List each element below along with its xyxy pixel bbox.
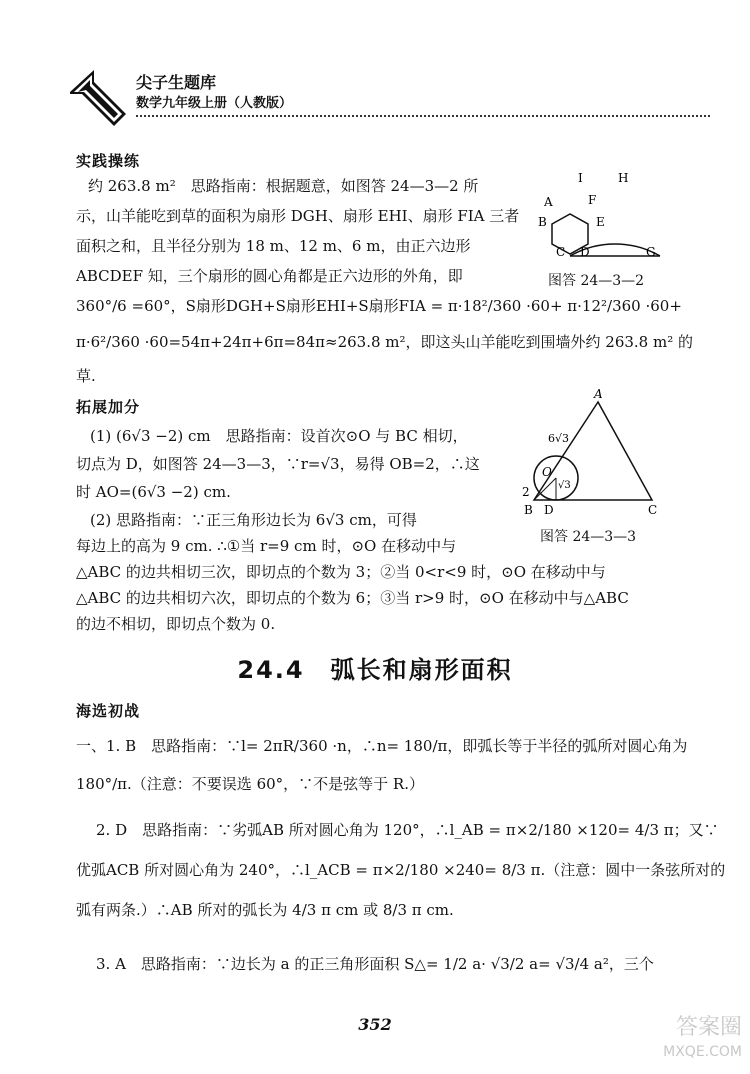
text-line: 每边上的高为 9 cm. ∴①当 r=9 cm 时，⊙O 在移动中与 <box>76 537 457 555</box>
fig1-label: B <box>538 215 547 229</box>
text-line: 180°/π.（注意：不要误选 60°，∵不是弦等于 R.） <box>76 775 424 793</box>
watermark-url: MXQE.COM <box>663 1044 742 1060</box>
section-primary: 海选初战 <box>76 702 141 720</box>
fig1-label: A <box>544 195 553 209</box>
header-arrow-logo <box>62 62 132 132</box>
figure-triangle-circle <box>518 388 668 518</box>
text-line: 优弧ACB 所对圆心角为 240°，∴l_ACB = π×2/180 ×240= 8/3 π.（注意：圆中一条弦所对的 <box>76 861 726 879</box>
text-line: 约 263.8 m² 思路指南：根据题意，如图答 24—3—2 所 <box>88 177 479 195</box>
text-line: 时 AO=(6√3 −2) cm. <box>76 483 231 501</box>
text-line: (2) 思路指南：∵正三角形边长为 6√3 cm，可得 <box>90 511 417 529</box>
figure-hexagon-sectors <box>536 168 666 268</box>
text-line: △ABC 的边共相切三次，即切点的个数为 3；②当 0<r<9 时，⊙O 在移动中与 <box>76 563 606 581</box>
fig2-label: √3 <box>558 480 571 491</box>
text-line: 的边不相切，即切点个数为 0. <box>76 615 276 633</box>
fig2-label: D <box>544 503 554 517</box>
fig1-label: H <box>618 171 629 185</box>
fig2-label: A <box>594 388 603 401</box>
watermark <box>663 1016 742 1064</box>
text-line: 360°/6 =60°，S扇形DGH+S扇形EHI+S扇形FIA = π·18²/360 ·60+ π·12²/360 ·60+ <box>76 297 682 315</box>
fig1-label: E <box>596 215 605 229</box>
fig2-label: C <box>648 503 658 517</box>
text-line: △ABC 的边共相切六次，即切点的个数为 6；③当 r>9 时，⊙O 在移动中与△ABC <box>76 589 629 607</box>
page-number: 352 <box>358 1015 392 1034</box>
text-line: 面积之和，且半径分别为 18 m、12 m、6 m，由正六边形 <box>76 237 471 255</box>
text-line: 示，山羊能吃到草的面积为扇形 DGH、扇形 EHI、扇形 FIA 三者 <box>76 207 520 225</box>
text-line: π·6²/360 ·60=54π+24π+6π=84π≈263.8 m²，即这头山羊能吃到围墙外约 263.8 m² 的 <box>76 333 694 351</box>
fig2-label: B <box>524 503 533 517</box>
figure-caption: 图答 24—3—2 <box>548 273 645 289</box>
fig1-label: G <box>646 245 656 259</box>
text-line: 一、1. B 思路指南：∵l= 2πR/360 ·n，∴n= 180/π，即弧长等于半径的弧所对圆心角为 <box>76 737 688 755</box>
text-line: 草. <box>76 367 96 385</box>
section-bonus: 拓展加分 <box>76 398 141 416</box>
header-divider <box>136 115 710 117</box>
text-line: 切点为 D，如图答 24—3—3，∵r=√3，易得 OB=2，∴这 <box>76 455 480 473</box>
fig2-label: 2 <box>522 485 530 499</box>
text-line: 弧有两条.）∴AB 所对的弧长为 4/3 π cm 或 8/3 π cm. <box>76 901 454 919</box>
figure-caption: 图答 24—3—3 <box>540 529 637 545</box>
fig1-label: I <box>578 171 583 185</box>
text-line: 2. D 思路指南：∵劣弧AB 所对圆心角为 120°，∴l_AB = π×2/180 ×120= 4/3 π；又∵ <box>96 821 719 839</box>
fig1-label: C <box>556 245 566 259</box>
section-title: 24.4 弧长和扇形面积 <box>237 656 513 684</box>
text-line: (1) (6√3 −2) cm 思路指南：设首次⊙O 与 BC 相切， <box>90 427 468 445</box>
fig1-label: D <box>580 245 590 259</box>
section-practice: 实践操练 <box>76 152 141 170</box>
header-subtitle: 数学九年级上册（人教版） <box>136 96 293 111</box>
fig1-label: F <box>588 193 597 207</box>
fig2-label: 6√3 <box>548 432 570 445</box>
text-line: ABCDEF 知，三个扇形的圆心角都是正六边形的外角，即 <box>76 267 463 285</box>
text-line: 3. A 思路指南：∵边长为 a 的正三角形面积 S△= 1/2 a· √3/2 a= √3/4 a²，三个 <box>96 955 654 973</box>
fig2-label: O <box>542 465 552 479</box>
watermark-logo: 答案圈 <box>675 1015 742 1040</box>
header-series: 尖子生题库 <box>136 73 217 92</box>
